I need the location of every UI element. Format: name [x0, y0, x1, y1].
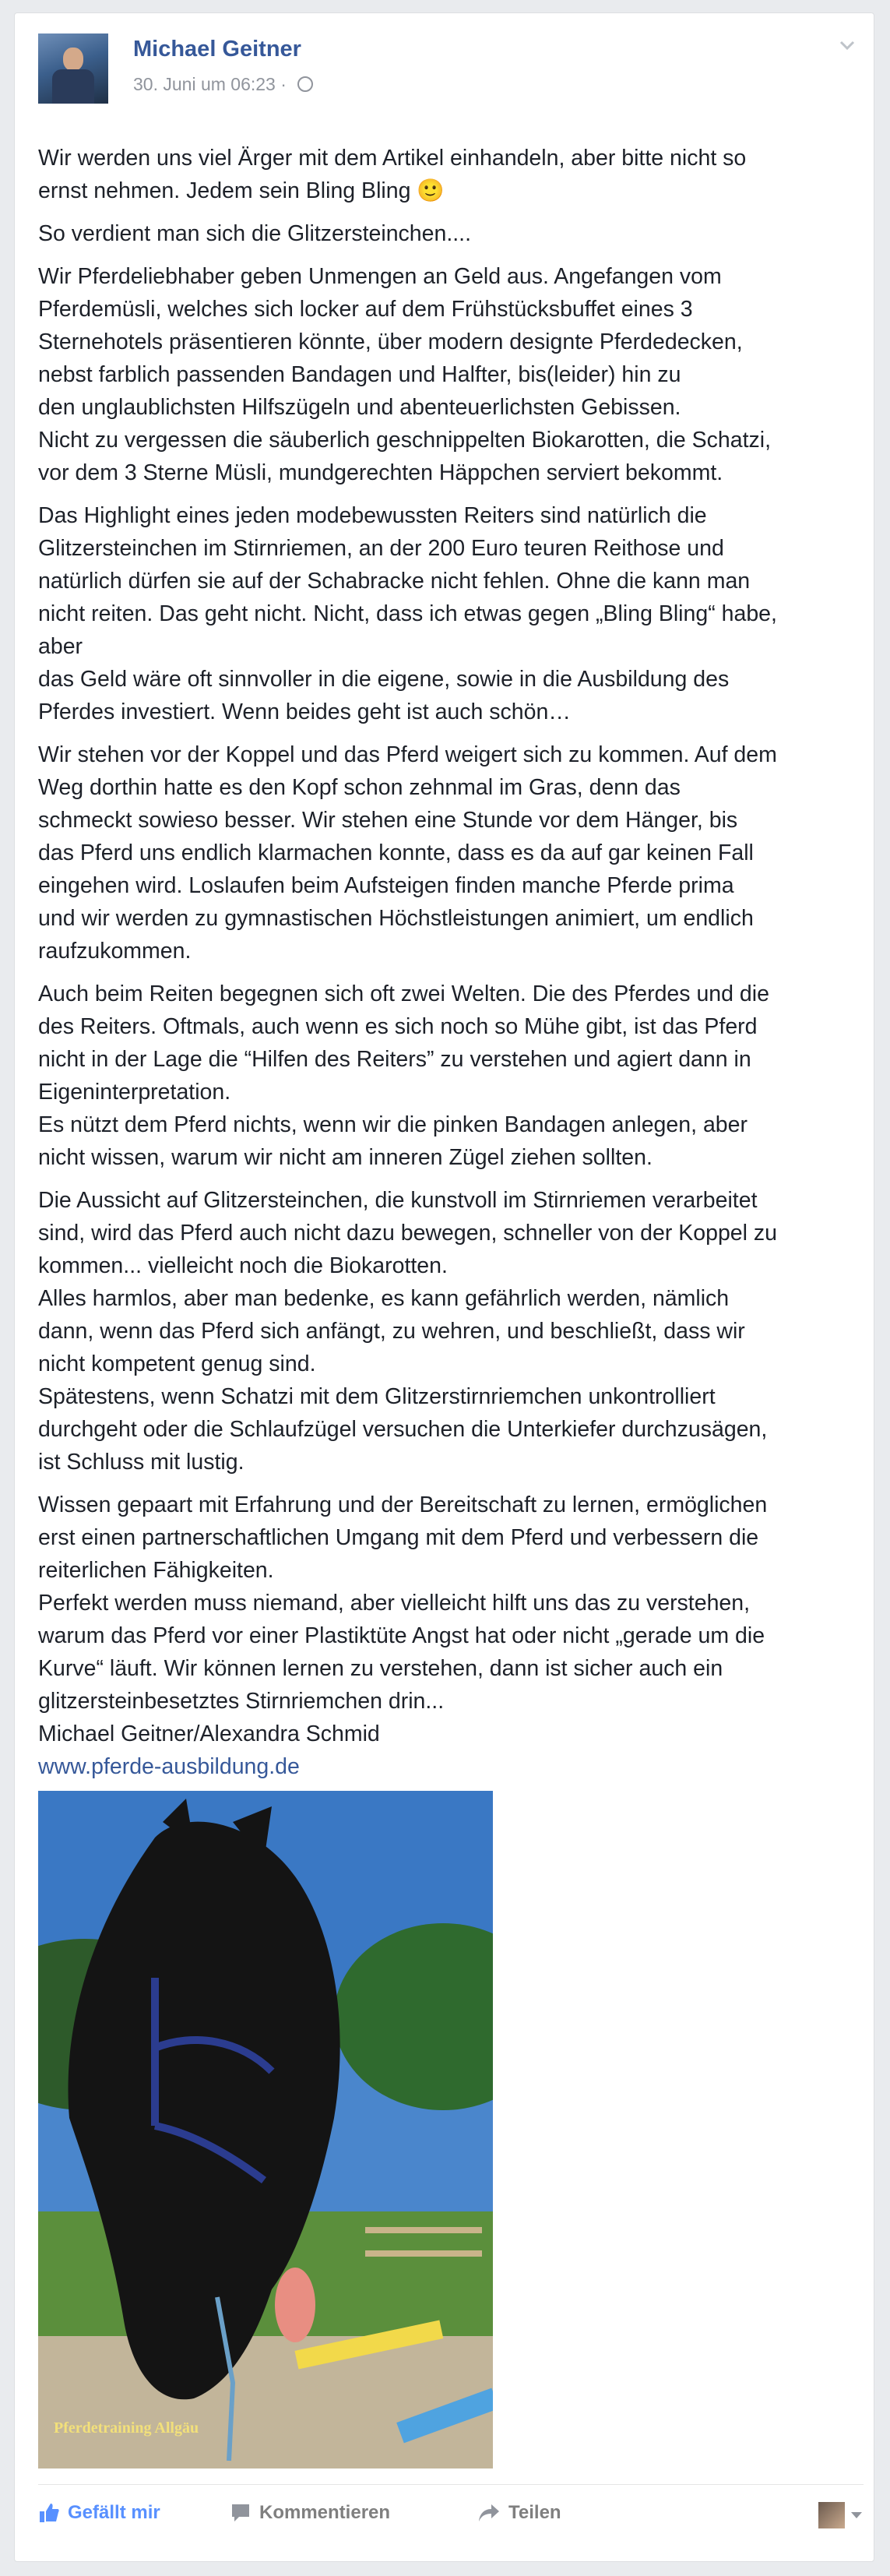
text-line: Wir werden uns viel Ärger mit dem Artikel einhandeln, aber bitte nicht so: [38, 146, 747, 171]
text-line: Wissen gepaart mit Erfahrung und der Bereitschaft zu lernen, ermöglichen: [38, 1492, 768, 1517]
comment-button[interactable]: [230, 2502, 390, 2524]
post-meta: [133, 74, 313, 95]
text-line: Weg dorthin hatte es den Kopf schon zehnmal im Gras, denn das: [38, 775, 681, 800]
text-line: natürlich dürfen sie auf der Schabracke nicht fehlen. Ohne die kann man: [38, 569, 751, 594]
text-line: sind, wird das Pferd auch nicht dazu bewegen, schneller von der Koppel zu: [38, 1221, 777, 1246]
text-line: vor dem 3 Sterne Müsli, mundgerechten Häppchen serviert bekommt.: [38, 460, 723, 485]
text-line: Pferdemüsli, welches sich locker auf dem Frühstücksbuffet eines 3: [38, 297, 693, 322]
thumbs-up-icon: [38, 2502, 60, 2524]
text-line: nicht kompetent genug sind.: [38, 1351, 316, 1376]
text-line: Spätestens, wenn Schatzi mit dem Glitzerstirnriemchen unkontrolliert: [38, 1384, 716, 1409]
text-line: dann, wenn das Pferd sich anfängt, zu wehren, und beschließt, dass wir: [38, 1319, 745, 1344]
text-line: Wir stehen vor der Koppel und das Pferd weigert sich zu kommen. Auf dem: [38, 742, 777, 767]
comment-icon: [230, 2502, 252, 2524]
text-line: Es nützt dem Pferd nichts, wenn wir die pinken Bandagen anlegen, aber: [38, 1112, 748, 1137]
chevron-down-icon: [850, 2508, 864, 2522]
author-name[interactable]: Michael Geitner: [133, 37, 301, 62]
text-line: das Pferd uns endlich klarmachen konnte, dass es da auf gar keinen Fall: [38, 840, 754, 865]
text-line: Kurve“ läuft. Wir können lernen zu verstehen, dann ist sicher auch ein: [38, 1656, 723, 1681]
post-paragraph: [38, 1184, 864, 1478]
text-line: warum das Pferd vor einer Plastiktüte Angst hat oder nicht „gerade um die: [38, 1623, 765, 1648]
text-line: ist Schluss mit lustig.: [38, 1450, 244, 1475]
text-line: nicht wissen, warum wir nicht am inneren Zügel ziehen sollten.: [38, 1145, 653, 1170]
website-link[interactable]: www.pferde-ausbildung.de: [38, 1754, 300, 1779]
like-button[interactable]: [38, 2502, 160, 2524]
text-line: Perfekt werden muss niemand, aber vielleicht hilft uns das zu verstehen,: [38, 1591, 751, 1616]
post-text: [38, 142, 864, 1793]
text-line: So verdient man sich die Glitzersteinchen....: [38, 221, 472, 246]
comment-label: Kommentieren: [259, 2502, 391, 2523]
text-line: Auch beim Reiten begegnen sich oft zwei Welten. Die des Pferdes und die: [38, 981, 769, 1006]
text-line: das Geld wäre oft sinnvoller in die eigene, sowie in die Ausbildung des: [38, 667, 730, 692]
action-bar: [38, 2502, 864, 2541]
text-line: Glitzersteinchen im Stirnriemen, an der 200 Euro teuren Reithose und: [38, 536, 724, 561]
post-header: [38, 33, 856, 111]
divider: [38, 2484, 864, 2485]
text-line: Alles harmlos, aber man bedenke, es kann gefährlich werden, nämlich: [38, 1286, 730, 1311]
text-line: Pferdes investiert. Wenn beides geht ist auch schön…: [38, 700, 571, 724]
globe-icon[interactable]: [297, 76, 313, 92]
chevron-down-icon[interactable]: [839, 37, 856, 54]
text-line: Eigeninterpretation.: [38, 1080, 231, 1105]
text-line: Sternehotels präsentieren könnte, über modern designte Pferdedecken,: [38, 329, 743, 354]
like-label: Gefällt mir: [68, 2502, 160, 2523]
share-arrow-icon: [477, 2502, 501, 2524]
text-line: Michael Geitner/Alexandra Schmid: [38, 1721, 380, 1746]
post-paragraph: [38, 978, 864, 1174]
text-line: nicht in der Lage die “Hilfen des Reiters” zu verstehen und agiert dann in: [38, 1047, 751, 1072]
reaction-selector[interactable]: [818, 2502, 864, 2528]
post-image[interactable]: [38, 1791, 493, 2469]
image-watermark: Pferdetraining Allgäu: [54, 2419, 199, 2437]
text-line: glitzersteinbesetztes Stirnriemchen drin...: [38, 1689, 445, 1714]
share-label: Teilen: [508, 2502, 561, 2523]
text-line: ernst nehmen. Jedem sein Bling Bling 🙂: [38, 178, 445, 203]
text-line: Das Highlight eines jeden modebewussten Reiters sind natürlich die: [38, 503, 707, 528]
post-paragraph: [38, 1489, 864, 1783]
post-paragraph: [38, 142, 864, 207]
text-line: den unglaublichsten Hilfszügeln und abenteuerlichsten Gebissen.: [38, 395, 681, 420]
timestamp[interactable]: 30. Juni um 06:23 ·: [133, 74, 287, 94]
post-paragraph: [38, 260, 864, 489]
text-line: Nicht zu vergessen die säuberlich geschnippelten Biokarotten, die Schatzi,: [38, 428, 772, 453]
text-line: Die Aussicht auf Glitzersteinchen, die kunstvoll im Stirnriemen verarbeitet: [38, 1188, 758, 1213]
text-line: des Reiters. Oftmals, auch wenn es sich noch so Mühe gibt, ist das Pferd: [38, 1014, 758, 1039]
text-line: aber: [38, 634, 83, 659]
post-paragraph: [38, 499, 864, 728]
post-paragraph: [38, 738, 864, 967]
text-line: durchgeht oder die Schlaufzügel versuchen die Unterkiefer durchzusägen,: [38, 1417, 768, 1442]
text-line: und wir werden zu gymnastischen Höchstleistungen animiert, um endlich: [38, 906, 754, 931]
text-line: reiterlichen Fähigkeiten.: [38, 1558, 274, 1583]
text-line: Wir Pferdeliebhaber geben Unmengen an Geld aus. Angefangen vom: [38, 264, 722, 289]
text-line: nicht reiten. Das geht nicht. Nicht, dass ich etwas gegen „Bling Bling“ habe,: [38, 601, 777, 626]
post-paragraph: [38, 217, 864, 250]
text-line: kommen... vielleicht noch die Biokarotten.: [38, 1253, 448, 1278]
post-card: [14, 12, 874, 2562]
text-line: erst einen partnerschaftlichen Umgang mit dem Pferd und verbessern die: [38, 1525, 759, 1550]
text-line: schmeckt sowieso besser. Wir stehen eine Stunde vor dem Hänger, bis: [38, 808, 738, 833]
text-line: eingehen wird. Loslaufen beim Aufsteigen finden manche Pferde prima: [38, 873, 734, 898]
page-avatar: [818, 2502, 845, 2528]
text-line: nebst farblich passenden Bandagen und Halfter, bis(leider) hin zu: [38, 362, 681, 387]
text-line: raufzukommen.: [38, 939, 192, 964]
avatar[interactable]: [38, 33, 108, 104]
share-button[interactable]: [477, 2502, 561, 2524]
